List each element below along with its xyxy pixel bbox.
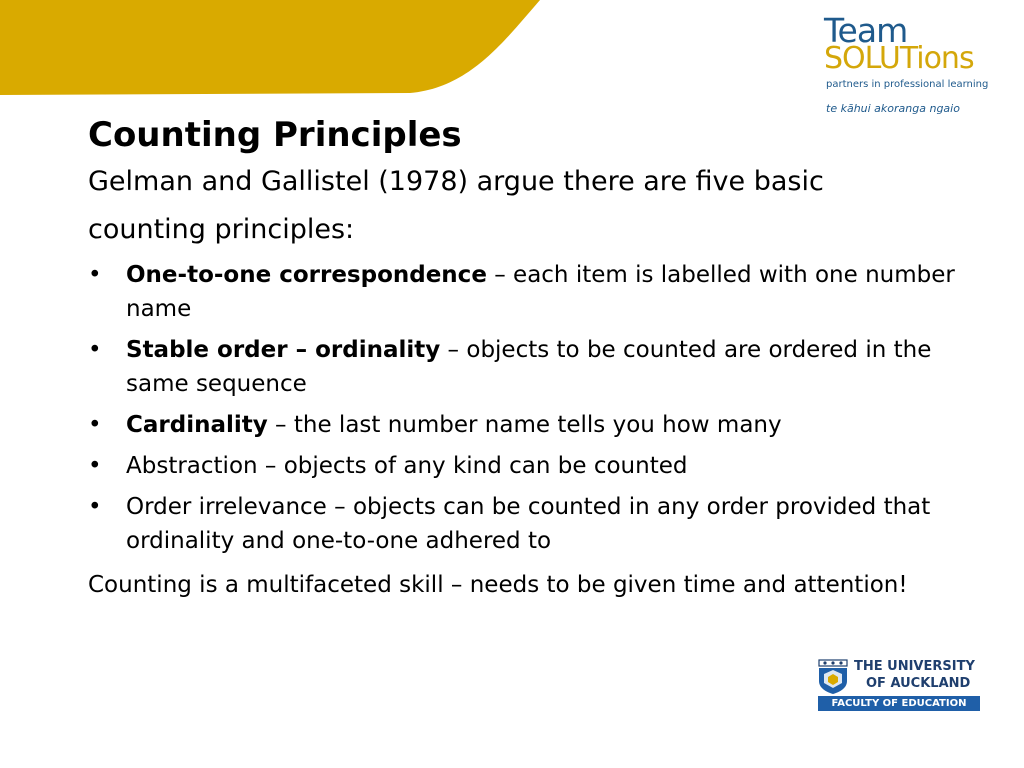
university-name-line1: THE UNIVERSITY bbox=[854, 659, 975, 674]
principle-description: – the last number name tells you how many bbox=[267, 412, 782, 438]
closing-text: Counting is a multifaceted skill – needs to be given time and attention! bbox=[88, 572, 908, 598]
list-item bbox=[88, 408, 968, 442]
slide-content bbox=[88, 112, 968, 606]
principle-name: Cardinality bbox=[126, 412, 268, 438]
university-name-line2: OF AUCKLAND bbox=[866, 676, 971, 691]
logo-team-text: Team bbox=[824, 11, 908, 50]
logo-maori-tagline: te kāhui akoranga ngaio bbox=[826, 102, 960, 115]
bullet: • bbox=[88, 453, 102, 479]
intro-text: Gelman and Gallistel (1978) argue there are five basic counting principles: bbox=[88, 166, 824, 245]
principle-description: – objects to be counted are ordered in the same sequence bbox=[126, 337, 932, 397]
bullet: • bbox=[88, 412, 102, 438]
university-crest-icon bbox=[818, 659, 848, 695]
corner-decoration bbox=[0, 0, 540, 95]
list-item bbox=[88, 333, 968, 401]
principle-name: One-to-one correspondence bbox=[126, 262, 487, 288]
team-solutions-logo bbox=[824, 11, 994, 119]
principle-description: Order irrelevance – objects can be counted in any order provided that ordinality and one-to-one adhered to bbox=[126, 494, 931, 554]
list-item bbox=[88, 449, 968, 483]
principles-list bbox=[88, 258, 968, 558]
logo-tagline: partners in professional learning bbox=[826, 79, 989, 90]
list-item bbox=[88, 258, 968, 326]
slide-title: Counting Principles bbox=[88, 115, 462, 155]
list-item bbox=[88, 490, 968, 558]
bullet: • bbox=[88, 337, 102, 363]
university-of-auckland-logo bbox=[818, 659, 982, 711]
logo-solutions-text: SOLUTions bbox=[824, 41, 974, 76]
principle-name: Stable order – ordinality bbox=[126, 337, 441, 363]
faculty-label: FACULTY OF EDUCATION bbox=[818, 696, 980, 711]
bullet: • bbox=[88, 262, 102, 288]
bullet: • bbox=[88, 494, 102, 520]
principle-description: Abstraction – objects of any kind can be counted bbox=[126, 453, 688, 479]
principle-description: – each item is labelled with one number name bbox=[126, 262, 955, 322]
